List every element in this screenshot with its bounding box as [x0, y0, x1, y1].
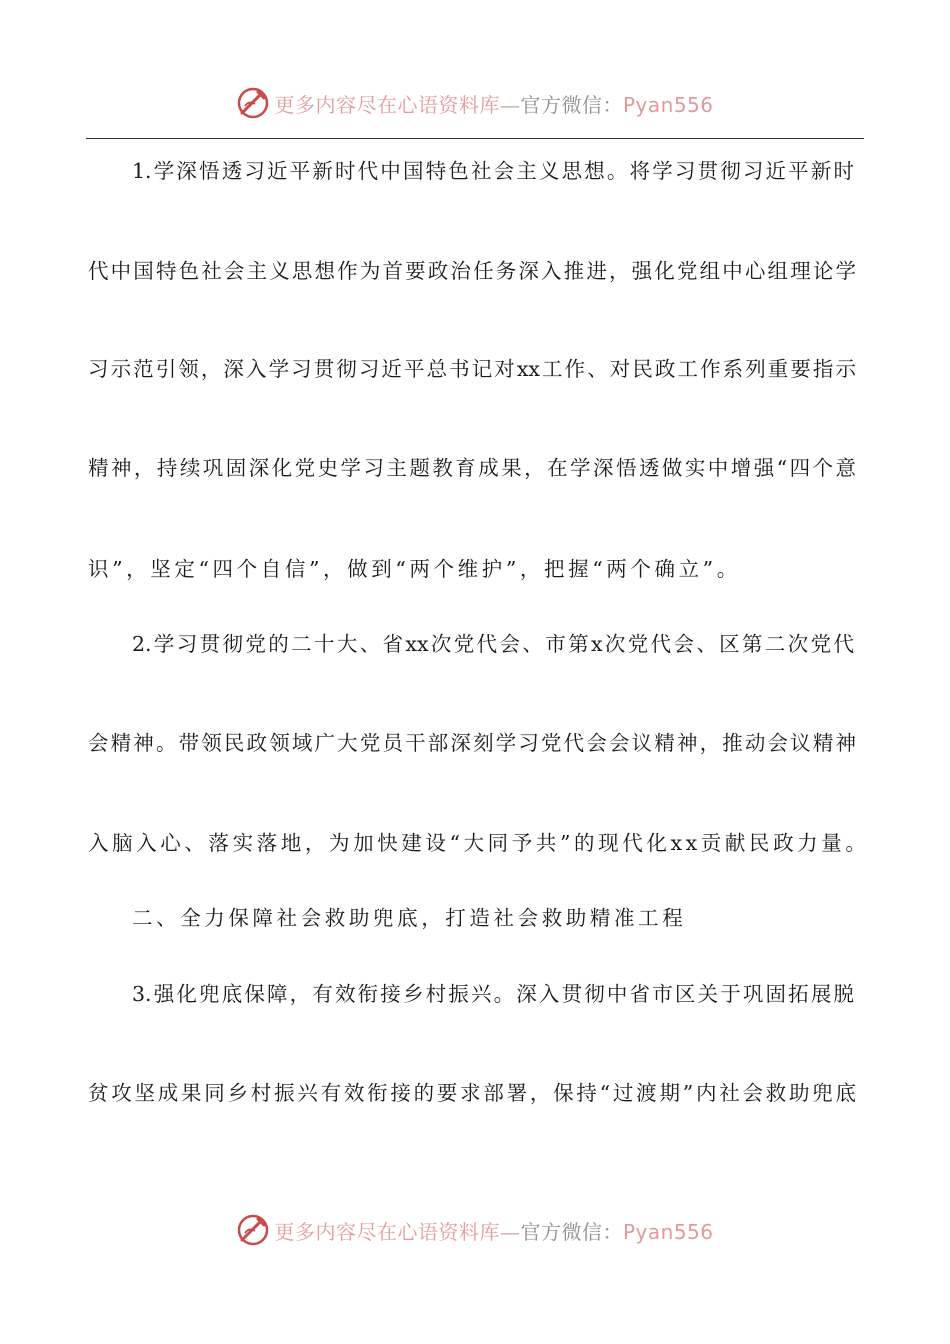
paragraph-1-line-2: 代中国特色社会主义思想作为首要政治任务深入推进，强化党组中心组理论学: [88, 259, 856, 283]
pen-logo-icon: [236, 86, 270, 120]
paragraph-1-line-1: 1.学深悟透习近平新时代中国特色社会主义思想。将学习贯彻习近平新时: [132, 159, 854, 183]
paragraph-2-line-2: 会精神。带领民政领域广大党员干部深刻学习党代会会议精神，推动会议精神: [88, 731, 856, 755]
paragraph-1-line-4: 精神，持续巩固深化党史学习主题教育成果，在学深悟透做实中增强“四个意: [88, 456, 856, 480]
paragraph-1-line-5: 识”，坚定“四个自信”，做到“两个维护”，把握“两个确立”。: [88, 557, 741, 581]
footer-wechat-id: Pyan556: [622, 1219, 714, 1244]
header-separator: —: [499, 92, 521, 117]
section-heading-2: 二、全力保障社会救助兜底，打造社会救助精准工程: [132, 906, 687, 930]
header-promo: [274, 89, 713, 118]
header-promo-text: 更多内容尽在心语资料库: [274, 92, 500, 117]
footer-promo: [274, 1216, 713, 1245]
footer-separator: —: [499, 1219, 521, 1244]
header-banner: [0, 83, 950, 123]
footer-promo-text: 更多内容尽在心语资料库: [274, 1219, 500, 1244]
header-divider: [86, 138, 864, 139]
pen-logo-icon: [236, 1213, 270, 1247]
paragraph-2-line-1: 2.学习贯彻党的二十大、省xx次党代会、市第x次党代会、区第二次党代: [132, 632, 854, 656]
paragraph-3-line-1: 3.强化兜底保障，有效衔接乡村振兴。深入贯彻中省市区关于巩固拓展脱: [132, 982, 854, 1006]
paragraph-2-line-3: 入脑入心、落实落地，为加快建设“大同予共”的现代化xx贡献民政力量。: [88, 831, 870, 855]
header-wechat-id: Pyan556: [622, 92, 714, 117]
footer-prefix: 官方微信：: [520, 1219, 623, 1244]
header-prefix: 官方微信：: [520, 92, 623, 117]
paragraph-1-line-3: 习示范引领，深入学习贯彻习近平总书记对xx工作、对民政工作系列重要指示: [88, 357, 856, 381]
footer-banner: [0, 1210, 950, 1250]
paragraph-3-line-2: 贫攻坚成果同乡村振兴有效衔接的要求部署，保持“过渡期”内社会救助兜底: [88, 1081, 856, 1105]
